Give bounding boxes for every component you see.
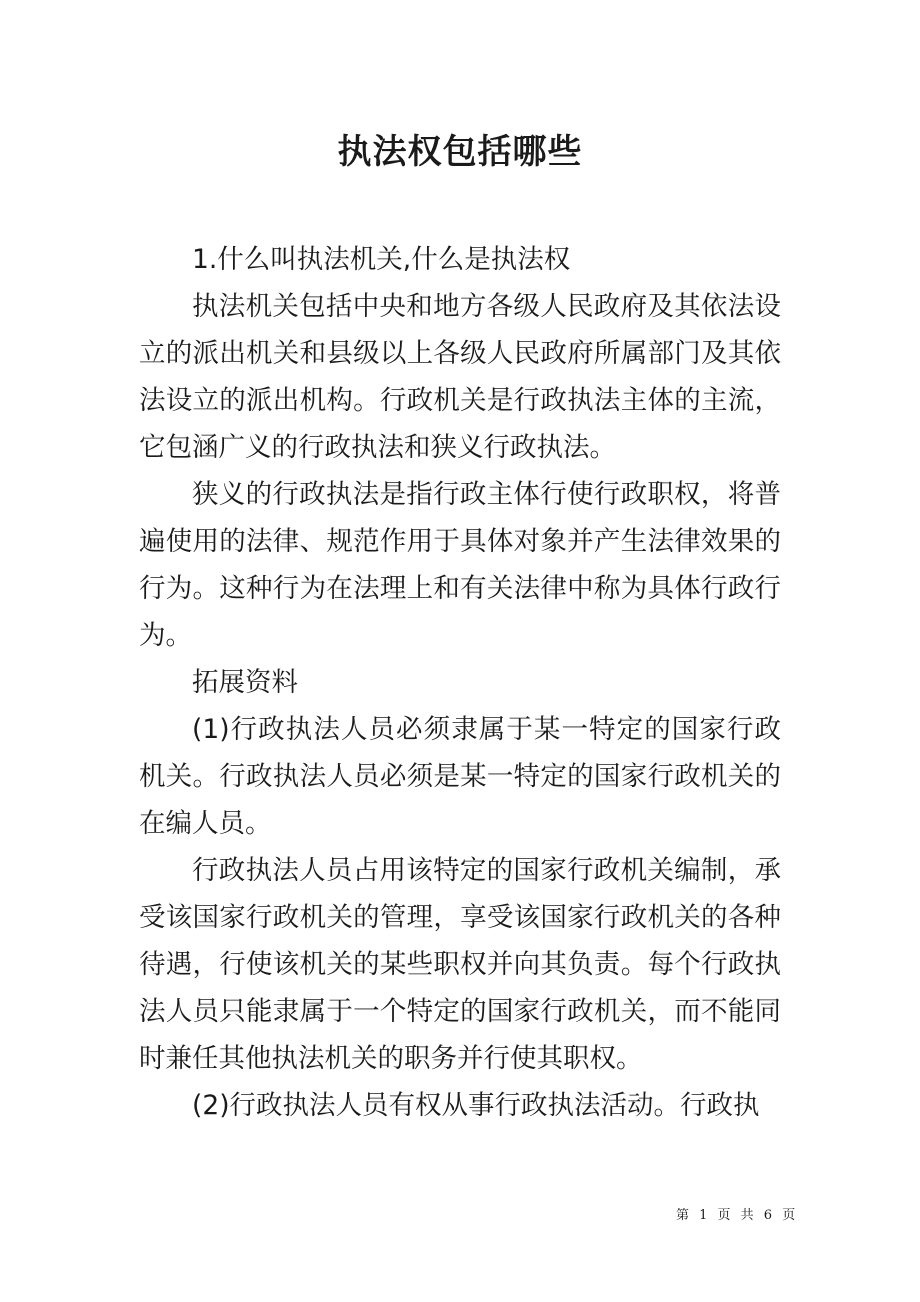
paragraph: 狭义的行政执法是指行政主体行使行政职权，将普遍使用的法律、规范作用于具体对象并产生法律效果的行为。这种行为在法理上和有关法律中称为具体行政行为。: [139, 479, 781, 651]
paragraph: (2)行政执法人员有权从事行政执法活动。行政执: [192, 1090, 760, 1121]
paragraph: 1.什么叫执法机关,什么是执法权: [192, 244, 571, 275]
paragraph: (1)行政执法人员必须隶属于某一特定的国家行政机关。行政执法人员必须是某一特定的国家行政机关的在编人员。: [139, 714, 781, 839]
document-title: 执法权包括哪些: [337, 132, 583, 172]
paragraph: 拓展资料: [192, 667, 298, 698]
paragraph: 行政执法人员占用该特定的国家行政机关编制，承受该国家行政机关的管理，享受该国家行政机关的各种待遇，行使该机关的某些职权并向其负责。每个行政执法人员只能隶属于一个特定的国家行政机关，而不能同时兼任其他执法机关的职务并行使其职权。: [139, 855, 781, 1074]
page-number-footer: 第 1 页 共 6 页: [676, 1208, 799, 1223]
paragraph: 执法机关包括中央和地方各级人民政府及其依法设立的派出机关和县级以上各级人民政府所属部门及其依法设立的派出机构。行政机关是行政执法主体的主流，它包涵广义的行政执法和狭义行政执法。: [139, 291, 781, 463]
document-body: [139, 236, 781, 1129]
